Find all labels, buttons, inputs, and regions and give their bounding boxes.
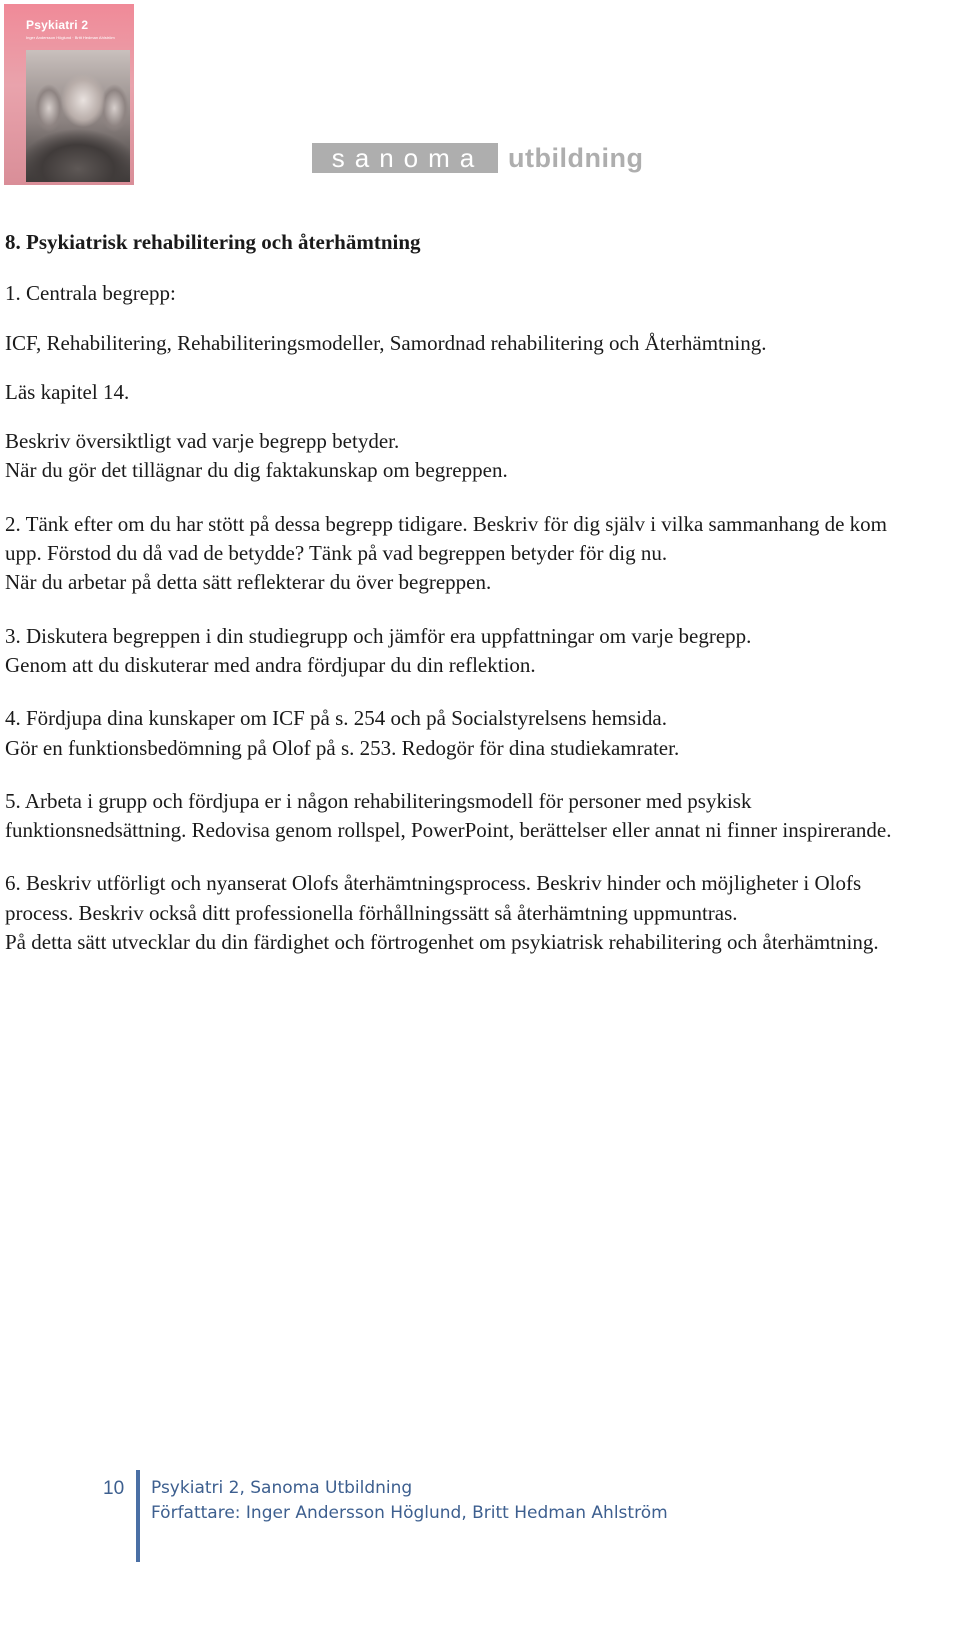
footer-divider — [136, 1470, 140, 1562]
paragraph-6-note: På detta sätt utvecklar du din färdighet och förtrogenhet om psykiatrisk rehabilitering och återhämtning. — [5, 930, 879, 955]
section-heading: 8. Psykiatrisk rehabilitering och återhämtning — [5, 230, 421, 254]
footer-book-title: Psykiatri 2, Sanoma Utbildning — [151, 1478, 413, 1498]
paragraph-1: 1. Centrala begrepp: — [5, 281, 176, 306]
paragraph-3: 3. Diskutera begreppen i din studiegrupp och jämför era uppfattningar om varje begrepp. — [5, 623, 752, 648]
paragraph-describe-note: När du gör det tillägnar du dig faktakunskap om begreppen. — [5, 458, 508, 483]
cover-photo — [26, 50, 130, 182]
paragraph-6: 6. Beskriv utförligt och nyanserat Olofs återhämtningsprocess. Beskriv hinder och möjligheter i Olofs process. Beskriv också ditt professionella förhållningssätt så återhämtning uppmuntras. — [5, 871, 862, 925]
cover-authors: Inger Andersson Höglund · Britt Hedman Ahlström — [26, 35, 115, 40]
logo-brand: sanoma — [312, 143, 498, 173]
cover-title: Psykiatri 2 — [26, 18, 89, 32]
sanoma-utbildning-logo — [312, 142, 643, 174]
page-number: 10 — [103, 1478, 125, 1499]
paragraph-2: 2. Tänk efter om du har stött på dessa begrepp tidigare. Beskriv för dig själv i vilka sammanhang de kom upp. Förstod du då vad de betydde? Tänk på vad begreppen betyder för dig nu. — [5, 511, 887, 566]
paragraph-concepts: ICF, Rehabilitering, Rehabiliteringsmodeller, Samordnad rehabilitering och Återhämtning. — [5, 330, 767, 355]
footer-authors: Författare: Inger Andersson Höglund, Britt Hedman Ahlström — [151, 1503, 668, 1523]
paragraph-2-note: När du arbetar på detta sätt reflekterar du över begreppen. — [5, 570, 492, 595]
paragraph-read-chapter: Läs kapitel 14. — [5, 379, 130, 404]
book-cover-image — [4, 4, 134, 185]
logo-suffix: utbildning — [508, 142, 644, 173]
paragraph-describe: Beskriv översiktligt vad varje begrepp betyder. — [5, 429, 400, 454]
paragraph-5: 5. Arbeta i grupp och fördjupa er i någon rehabiliteringsmodell för personer med psykisk funktionsnedsättning. Redovisa genom rollspel, PowerPoint, berättelser eller annat ni finner inspirerande. — [5, 788, 892, 843]
paragraph-3-note: Genom att du diskuterar med andra fördjupar du din reflektion. — [5, 652, 536, 677]
paragraph-4: 4. Fördjupa dina kunskaper om ICF på s. 254 och på Socialstyrelsens hemsida. — [5, 706, 667, 731]
paragraph-4-note: Gör en funktionsbedömning på Olof på s. 253. Redogör för dina studiekamrater. — [5, 735, 680, 760]
document-body — [5, 228, 925, 957]
